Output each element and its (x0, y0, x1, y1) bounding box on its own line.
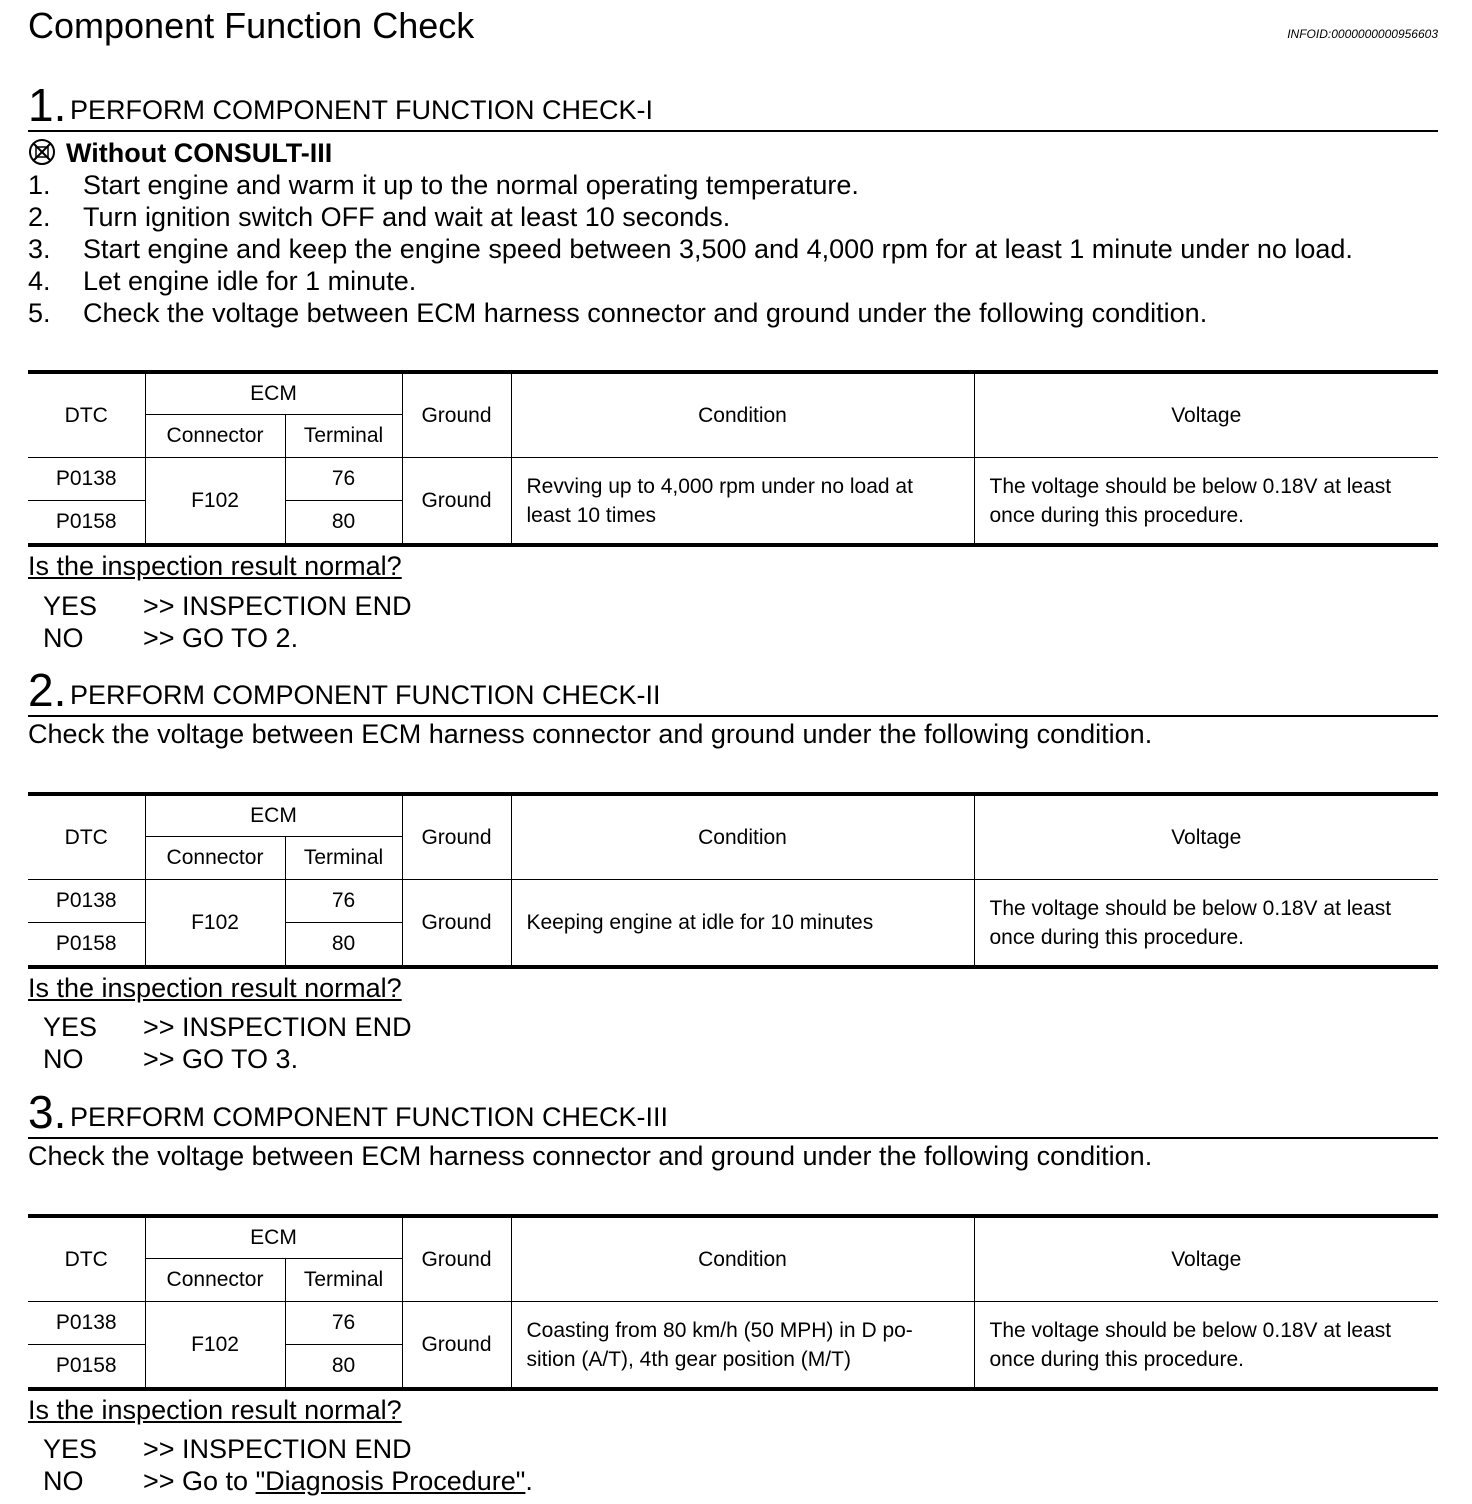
instruction-number: 1. (28, 170, 51, 200)
header-ecm: ECM (145, 794, 402, 837)
info-id: INFOID:0000000000956603 (1287, 27, 1438, 41)
answer-value: >> GO TO 3. (143, 1044, 299, 1074)
without-consult-label: Without CONSULT-III (66, 138, 333, 168)
without-consult-heading (28, 137, 332, 169)
instruction-item (28, 169, 859, 201)
inspection-question: Is the inspection result normal? (28, 1395, 402, 1425)
dtc-cell: P0158 (28, 1345, 145, 1390)
dtc-cell: P0138 (28, 458, 145, 501)
inspection-question: Is the inspection result normal? (28, 973, 402, 1003)
header-dtc: DTC (28, 372, 145, 458)
instruction-item (28, 265, 416, 297)
instruction-text: Let engine idle for 1 minute. (83, 266, 417, 296)
answer-yes (43, 1433, 412, 1465)
header-terminal: Terminal (285, 1259, 402, 1302)
step-2-text: Check the voltage between ECM harness connector and ground under the following condition. (28, 719, 1153, 749)
step-3-title: PERFORM COMPONENT FUNCTION CHECK-III (70, 1102, 669, 1132)
header-terminal: Terminal (285, 837, 402, 880)
answer-no (43, 1043, 298, 1075)
answer-no (43, 622, 298, 654)
dtc-cell: P0138 (28, 880, 145, 923)
instruction-item (28, 201, 730, 233)
answer-key: NO (43, 1044, 84, 1074)
answer-no (43, 1465, 533, 1497)
header-ground: Ground (402, 372, 511, 458)
instruction-text: Check the voltage between ECM harness connector and ground under the following condition. (83, 298, 1208, 328)
header-voltage: Voltage (974, 1216, 1438, 1302)
condition-cell: Keeping engine at idle for 10 minutes (511, 880, 974, 968)
terminal-cell: 76 (285, 880, 402, 923)
terminal-cell: 80 (285, 501, 402, 546)
header-ecm: ECM (145, 372, 402, 415)
instruction-number: 3. (28, 234, 51, 264)
answer-value: >> GO TO 2. (143, 623, 299, 653)
terminal-cell: 76 (285, 1302, 402, 1345)
header-voltage: Voltage (974, 794, 1438, 880)
step-1-header (28, 80, 1438, 132)
answer-key: YES (43, 591, 98, 621)
answer-value-prefix: >> Go to (143, 1466, 256, 1496)
ground-cell: Ground (402, 1302, 511, 1390)
voltage-cell: The voltage should be below 0.18V at least once during this procedure. (974, 458, 1438, 546)
connector-cell: F102 (145, 458, 285, 546)
instruction-item (28, 233, 1353, 265)
diagnosis-procedure-link[interactable]: "Diagnosis Procedure" (255, 1466, 526, 1496)
step-1-title: PERFORM COMPONENT FUNCTION CHECK-I (70, 95, 654, 125)
voltage-cell: The voltage should be below 0.18V at least once during this procedure. (974, 880, 1438, 968)
answer-key: NO (43, 623, 84, 653)
page-title: Component Function Check (28, 5, 475, 46)
connector-cell: F102 (145, 1302, 285, 1390)
instruction-text: Turn ignition switch OFF and wait at least 10 seconds. (83, 202, 731, 232)
header-ground: Ground (402, 794, 511, 880)
connector-cell: F102 (145, 880, 285, 968)
step-2-spec-table (28, 792, 1438, 969)
dtc-cell: P0158 (28, 923, 145, 968)
ground-cell: Ground (402, 458, 511, 546)
header-connector: Connector (145, 415, 285, 458)
inspection-question: Is the inspection result normal? (28, 551, 402, 581)
header-ground: Ground (402, 1216, 511, 1302)
step-2-number: 2. (28, 664, 67, 716)
dtc-cell: P0158 (28, 501, 145, 546)
step-1-spec-table (28, 370, 1438, 547)
instruction-number: 5. (28, 298, 51, 328)
answer-value: >> INSPECTION END (143, 1434, 412, 1464)
instruction-text: Start engine and keep the engine speed between 3,500 and 4,000 rpm for at least 1 minute under no load. (83, 234, 1353, 264)
dtc-cell: P0138 (28, 1302, 145, 1345)
voltage-cell: The voltage should be below 0.18V at least once during this procedure. (974, 1302, 1438, 1390)
answer-value: >> INSPECTION END (143, 591, 412, 621)
answer-yes (43, 590, 412, 622)
step-2-title: PERFORM COMPONENT FUNCTION CHECK-II (70, 680, 661, 710)
answer-key: YES (43, 1434, 98, 1464)
answer-value: >> INSPECTION END (143, 1012, 412, 1042)
header-terminal: Terminal (285, 415, 402, 458)
answer-yes (43, 1011, 412, 1043)
terminal-cell: 80 (285, 1345, 402, 1390)
instruction-text: Start engine and warm it up to the normal operating temperature. (83, 170, 859, 200)
answer-key: NO (43, 1466, 84, 1496)
header-condition: Condition (511, 372, 974, 458)
step-3-text: Check the voltage between ECM harness connector and ground under the following condition. (28, 1141, 1153, 1171)
table-row (28, 1302, 1438, 1345)
header-voltage: Voltage (974, 372, 1438, 458)
instruction-item (28, 297, 1207, 329)
header-connector: Connector (145, 837, 285, 880)
step-3-header (28, 1087, 1438, 1139)
header-condition: Condition (511, 1216, 974, 1302)
condition-cell: Coasting from 80 km/h (50 MPH) in D po-sition (A/T), 4th gear position (M/T) (511, 1302, 974, 1390)
instruction-number: 2. (28, 202, 51, 232)
step-3-number: 3. (28, 1086, 67, 1138)
step-1-number: 1. (28, 79, 67, 131)
step-3-spec-table (28, 1214, 1438, 1391)
answer-value-suffix: . (525, 1466, 533, 1496)
instruction-number: 4. (28, 266, 51, 296)
header-ecm: ECM (145, 1216, 402, 1259)
header-condition: Condition (511, 794, 974, 880)
table-row (28, 880, 1438, 923)
consult-disabled-icon (28, 138, 56, 166)
terminal-cell: 76 (285, 458, 402, 501)
header-dtc: DTC (28, 794, 145, 880)
ground-cell: Ground (402, 880, 511, 968)
terminal-cell: 80 (285, 923, 402, 968)
condition-cell: Revving up to 4,000 rpm under no load at least 10 times (511, 458, 974, 546)
table-row (28, 458, 1438, 501)
step-2-header (28, 665, 1438, 717)
header-dtc: DTC (28, 1216, 145, 1302)
answer-key: YES (43, 1012, 98, 1042)
header-connector: Connector (145, 1259, 285, 1302)
